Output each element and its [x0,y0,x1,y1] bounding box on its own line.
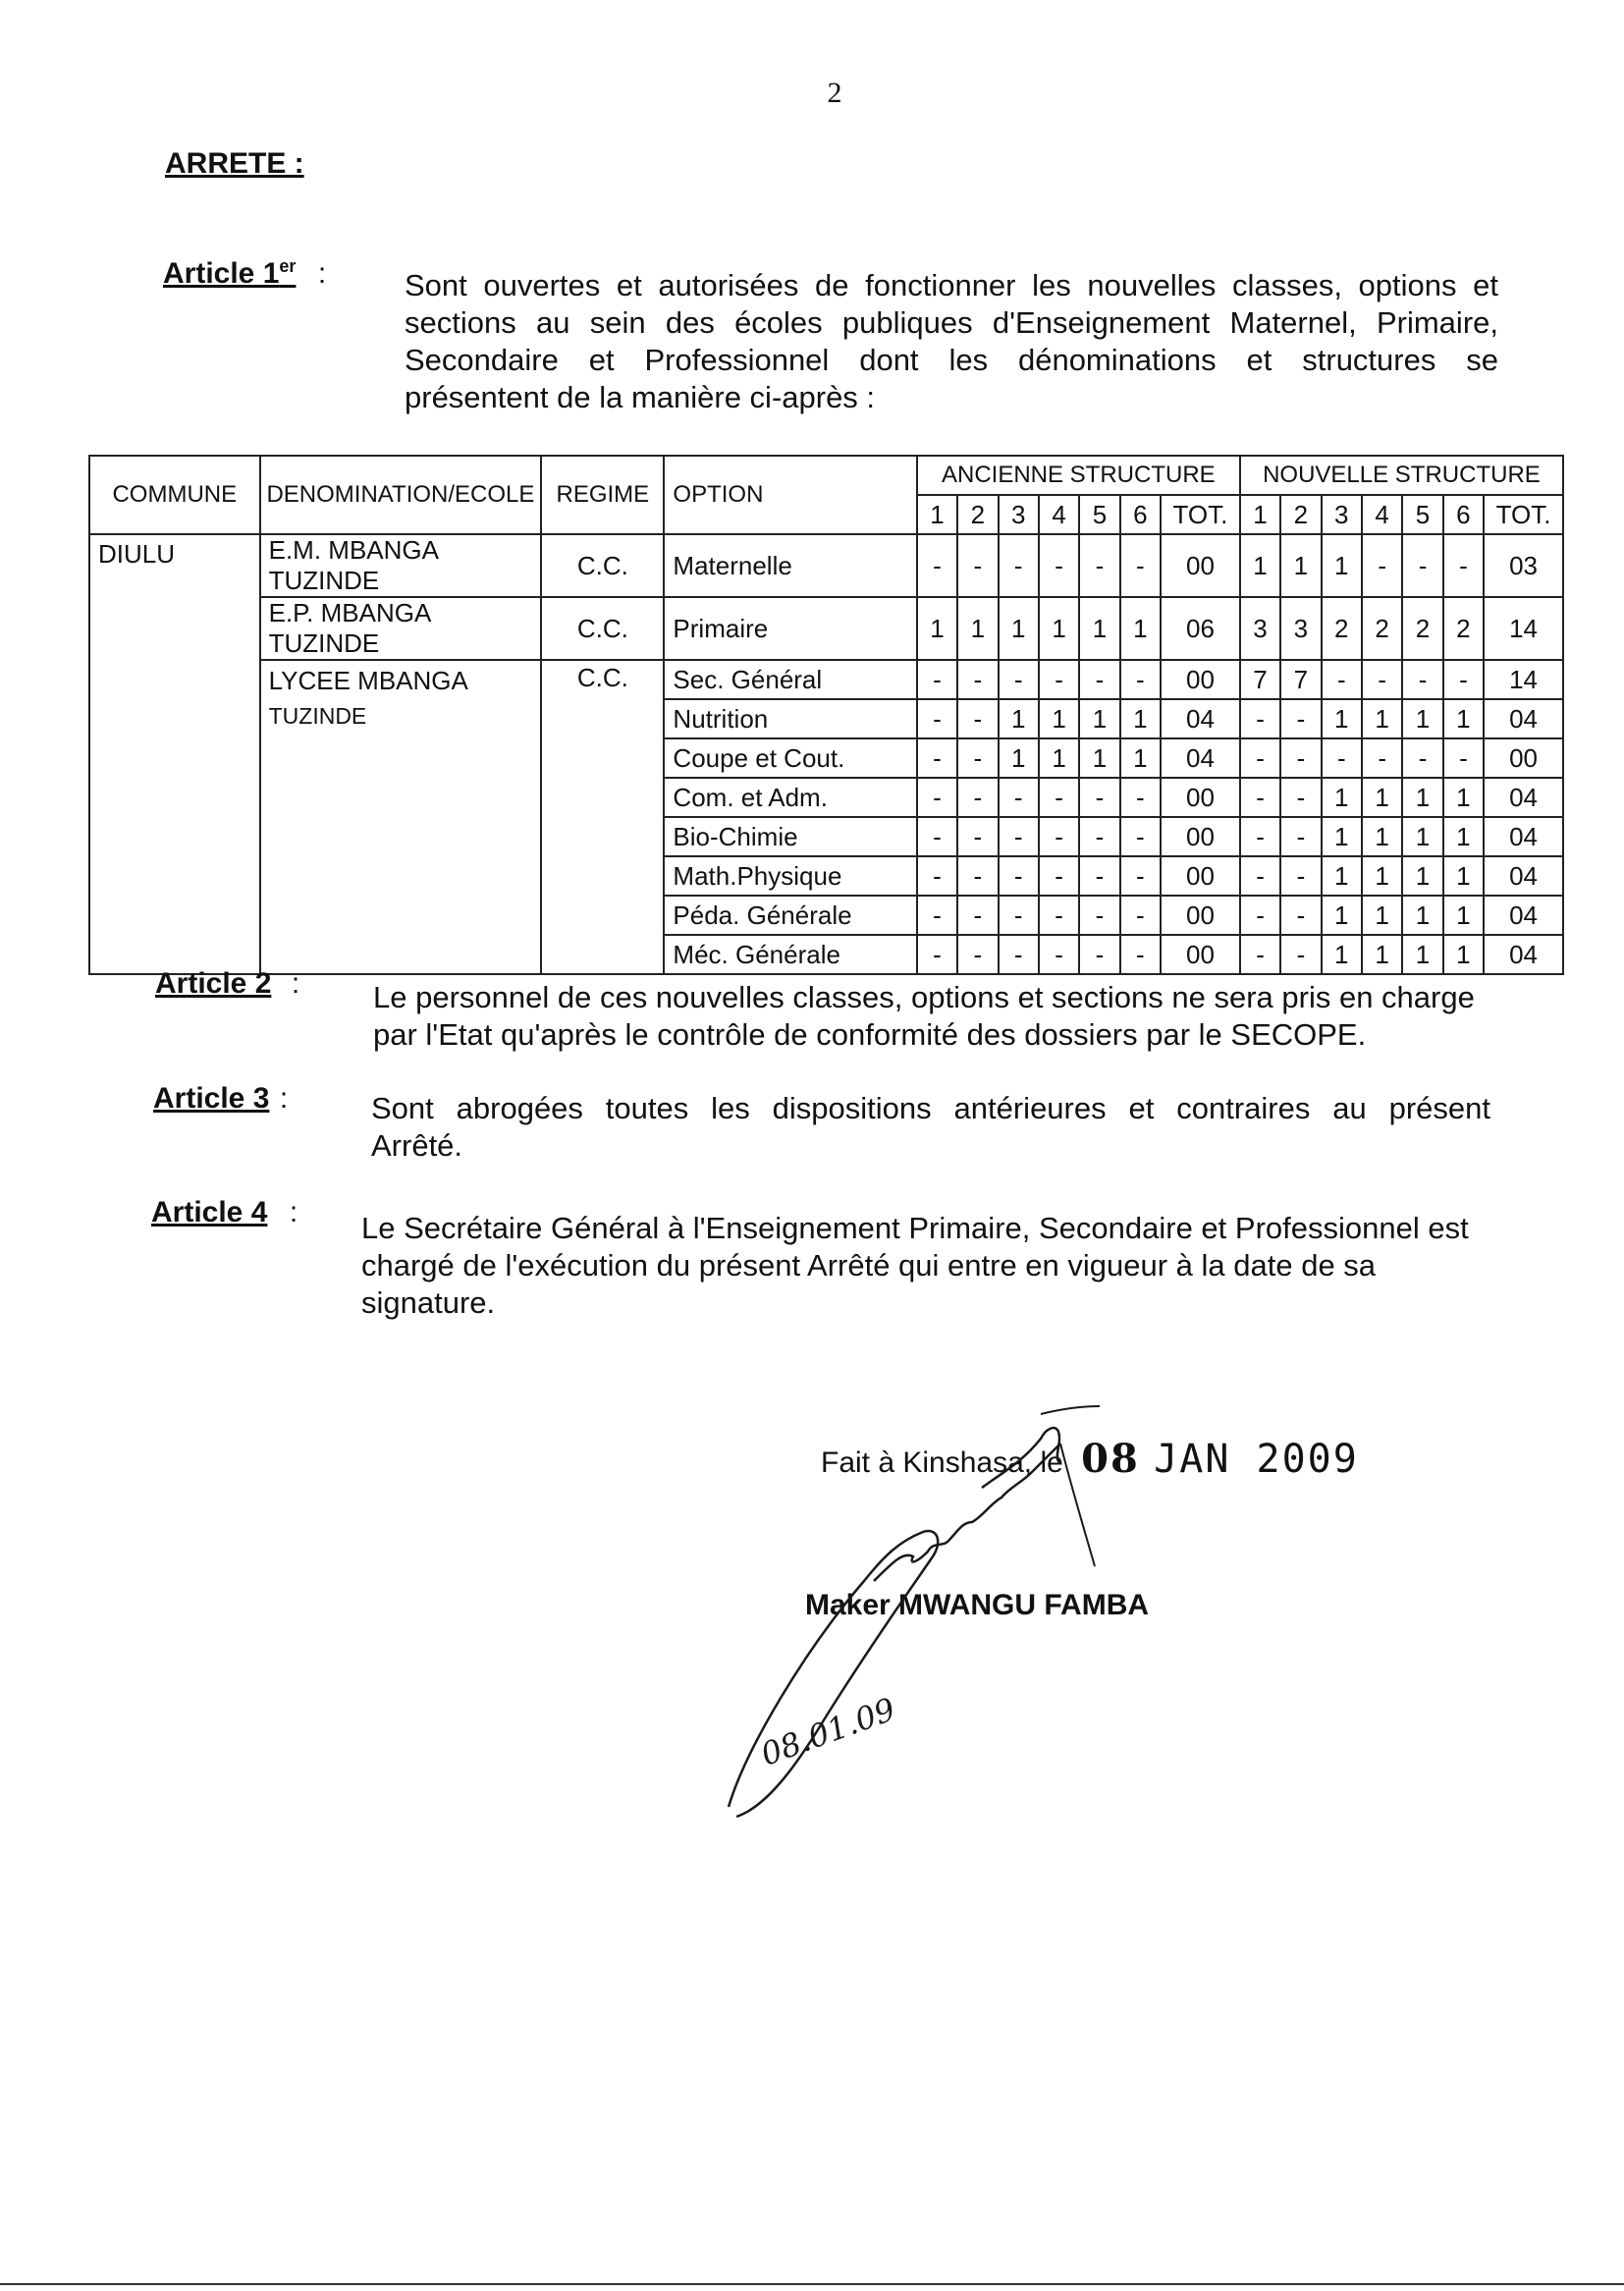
option-cell: Bio-Chimie [664,817,916,856]
col-header: 4 [1362,495,1402,534]
option-cell: Math.Physique [664,856,916,896]
nouvelle-total: 03 [1484,534,1563,597]
place-prefix: Fait à Kinshasa, le [821,1446,1063,1479]
ancienne-cell: - [957,856,998,896]
nouvelle-cell: - [1443,660,1484,699]
school-regime: C.C. [541,597,664,660]
nouvelle-cell: - [1362,738,1402,778]
nouvelle-cell: 1 [1402,856,1442,896]
nouvelle-cell: 1 [1443,935,1484,974]
signature-stroke [982,1428,1060,1488]
col-header: 2 [957,495,998,534]
article-3-text [371,1090,1490,1165]
col-header: 6 [1443,495,1484,534]
nouvelle-cell: 1 [1322,699,1362,738]
article-3-line: Arrêté. [371,1128,463,1163]
article-2-colon: : [291,967,300,1000]
nouvelle-total: 04 [1484,935,1563,974]
ancienne-total: 00 [1161,778,1240,817]
ancienne-cell: 1 [999,699,1039,738]
article-2-line: par l'Etat qu'après le contrôle de conformité des dossiers par le SECOPE. [373,1017,1367,1052]
ancienne-cell: - [1039,534,1079,597]
nouvelle-cell: - [1240,817,1280,856]
scan-bottom-edge [0,2283,1624,2285]
nouvelle-cell: 1 [1280,534,1321,597]
article-3-colon: : [279,1082,289,1115]
ancienne-cell: 1 [1039,597,1079,660]
ancienne-cell: - [1079,778,1119,817]
ancienne-cell: 1 [1120,597,1161,660]
article-2-label-wrap [155,967,299,1001]
ancienne-total: 04 [1161,699,1240,738]
col-header: 5 [1402,495,1442,534]
nouvelle-cell: 7 [1280,660,1321,699]
nouvelle-cell: 1 [1240,534,1280,597]
nouvelle-cell: 3 [1280,597,1321,660]
ancienne-cell: 1 [1120,738,1161,778]
handwritten-signature [707,1394,1218,1836]
ancienne-total: 06 [1161,597,1240,660]
nouvelle-total: 04 [1484,817,1563,856]
handwritten-date: 08.01.09 [756,1690,900,1773]
signature-stroke [1060,1444,1095,1566]
ancienne-cell: - [1120,534,1161,597]
col-header: 2 [1280,495,1321,534]
header-ancienne-structure: ANCIENNE STRUCTURE [917,456,1240,495]
nouvelle-cell: 1 [1362,856,1402,896]
ancienne-cell: - [917,738,957,778]
nouvelle-total: 04 [1484,699,1563,738]
ancienne-cell: - [917,660,957,699]
ancienne-cell: - [917,896,957,935]
nouvelle-cell: - [1362,660,1402,699]
nouvelle-cell: 1 [1443,896,1484,935]
article-1-line: Secondaire et Professionnel dont les dénominations et structures se [405,343,1498,377]
nouvelle-cell: - [1443,534,1484,597]
article-4-line: chargé de l'exécution du présent Arrêté qui entre en vigueur à la date de sa [361,1248,1377,1282]
signature-stroke [729,1531,938,1817]
ancienne-cell: - [957,896,998,935]
ancienne-total: 00 [1161,896,1240,935]
ancienne-cell: - [917,699,957,738]
commune-cell: DIULU [89,534,260,974]
table-row [89,597,1563,660]
ancienne-cell: - [1079,817,1119,856]
nouvelle-cell: - [1240,856,1280,896]
option-cell: Nutrition [664,699,916,738]
ancienne-total: 00 [1161,660,1240,699]
col-header: 5 [1079,495,1119,534]
nouvelle-cell: 1 [1322,778,1362,817]
article-4-label: Article 4 [151,1196,268,1228]
ancienne-total: 04 [1161,738,1240,778]
ancienne-cell: - [1120,660,1161,699]
ancienne-cell: - [917,817,957,856]
article-4-line: Le Secrétaire Général à l'Enseignement Primaire, Secondaire et Professionnel est [361,1211,1469,1245]
option-cell: Méc. Générale [664,935,916,974]
ancienne-cell: 1 [1079,597,1119,660]
option-cell: Coupe et Cout. [664,738,916,778]
ancienne-cell: - [957,699,998,738]
nouvelle-cell: - [1280,856,1321,896]
ancienne-total: 00 [1161,856,1240,896]
nouvelle-cell: 1 [1322,896,1362,935]
col-header: 4 [1039,495,1079,534]
nouvelle-cell: 1 [1362,896,1402,935]
article-4-text [361,1210,1490,1322]
ancienne-total: 00 [1161,935,1240,974]
nouvelle-cell: - [1240,896,1280,935]
nouvelle-cell: 1 [1322,856,1362,896]
table-row [89,534,1563,597]
ancienne-cell: - [1120,935,1161,974]
col-header: 3 [1322,495,1362,534]
article-2-label: Article 2 [155,967,272,1000]
ancienne-cell: - [1079,660,1119,699]
ancienne-cell: - [917,778,957,817]
option-cell: Sec. Général [664,660,916,699]
ancienne-total: 00 [1161,817,1240,856]
ancienne-cell: - [957,935,998,974]
nouvelle-cell: 1 [1362,778,1402,817]
ancienne-cell: 1 [1039,738,1079,778]
ancienne-cell: - [917,856,957,896]
nouvelle-cell: 2 [1322,597,1362,660]
ancienne-cell: - [999,534,1039,597]
nouvelle-cell: 1 [1443,778,1484,817]
article-1-line: Sont ouvertes et autorisées de fonctionner les nouvelles classes, options et [405,268,1498,302]
col-header: 6 [1120,495,1161,534]
ancienne-cell: - [1079,935,1119,974]
ancienne-cell: - [917,935,957,974]
article-4-line: signature. [361,1285,496,1320]
nouvelle-total: 14 [1484,660,1563,699]
nouvelle-cell: - [1280,738,1321,778]
ancienne-total: 00 [1161,534,1240,597]
ancienne-cell: - [1079,856,1119,896]
ancienne-cell: - [1120,896,1161,935]
nouvelle-cell: - [1240,699,1280,738]
col-header: 1 [917,495,957,534]
nouvelle-total: 04 [1484,856,1563,896]
school-regime: C.C. [541,660,664,974]
nouvelle-total: 04 [1484,896,1563,935]
ancienne-cell: - [1120,817,1161,856]
header-regime: REGIME [541,456,664,534]
option-cell: Maternelle [664,534,916,597]
option-cell: Péda. Générale [664,896,916,935]
school-name [260,660,542,974]
nouvelle-cell: - [1280,935,1321,974]
ancienne-cell: - [999,817,1039,856]
nouvelle-total: 04 [1484,778,1563,817]
col-header: 3 [999,495,1039,534]
signature-stroke [874,1444,1060,1581]
school-regime: C.C. [541,534,664,597]
nouvelle-cell: 2 [1402,597,1442,660]
nouvelle-cell: 1 [1443,699,1484,738]
nouvelle-cell: - [1402,738,1442,778]
nouvelle-cell: 2 [1443,597,1484,660]
nouvelle-total: 14 [1484,597,1563,660]
ancienne-cell: - [1120,856,1161,896]
ancienne-cell: - [1039,817,1079,856]
date-stamp-day: 08 [1081,1436,1140,1482]
option-cell: Primaire [664,597,916,660]
header-nouvelle-structure: NOUVELLE STRUCTURE [1240,456,1563,495]
ancienne-cell: - [1079,534,1119,597]
ancienne-cell: - [1039,856,1079,896]
ancienne-cell: - [957,660,998,699]
article-4-colon: : [289,1196,298,1228]
nouvelle-cell: 1 [1322,817,1362,856]
nouvelle-cell: 1 [1322,534,1362,597]
ancienne-cell: - [1039,778,1079,817]
article-1-label: Article 1er [163,256,297,290]
nouvelle-cell: 1 [1362,699,1402,738]
ancienne-cell: - [999,856,1039,896]
nouvelle-cell: - [1362,534,1402,597]
nouvelle-cell: 1 [1322,935,1362,974]
article-1-text [405,267,1498,416]
ancienne-cell: - [1079,896,1119,935]
school-name: E.P. MBANGA TUZINDE [260,597,542,660]
nouvelle-cell: 2 [1362,597,1402,660]
nouvelle-cell: - [1280,896,1321,935]
nouvelle-cell: 7 [1240,660,1280,699]
nouvelle-cell: - [1240,778,1280,817]
ancienne-cell: - [957,817,998,856]
option-cell: Com. et Adm. [664,778,916,817]
col-header-total: TOT. [1161,495,1240,534]
ancienne-cell: - [999,660,1039,699]
table-header-row [89,456,1563,495]
ancienne-cell: - [957,738,998,778]
article-3-line: Sont abrogées toutes les dispositions antérieures et contraires au présent [371,1091,1490,1125]
date-stamp-month-year: JAN 2009 [1154,1437,1359,1482]
article-2-line: Le personnel de ces nouvelles classes, options et sections ne sera pris en charge [373,980,1475,1014]
ancienne-cell: - [1039,660,1079,699]
nouvelle-total: 00 [1484,738,1563,778]
ancienne-cell: - [999,896,1039,935]
nouvelle-cell: - [1402,534,1442,597]
school-name: E.M. MBANGA TUZINDE [260,534,542,597]
school-name-line: LYCEE MBANGA [268,666,468,695]
header-denomination: DENOMINATION/ECOLE [260,456,542,534]
nouvelle-cell: - [1280,699,1321,738]
signer-name: Maker MWANGU FAMBA [805,1589,1150,1621]
ancienne-cell: - [999,935,1039,974]
nouvelle-cell: - [1240,935,1280,974]
article-2-text [373,979,1492,1054]
nouvelle-cell: 1 [1402,699,1442,738]
ancienne-cell: 1 [999,738,1039,778]
arrete-heading: ARRETE : [165,147,304,180]
nouvelle-cell: 3 [1240,597,1280,660]
nouvelle-cell: - [1443,738,1484,778]
ancienne-cell: - [1120,778,1161,817]
nouvelle-cell: 1 [1443,817,1484,856]
nouvelle-cell: 1 [1402,896,1442,935]
nouvelle-cell: - [1240,738,1280,778]
ancienne-cell: - [999,778,1039,817]
col-header-total: TOT. [1484,495,1563,534]
nouvelle-cell: - [1402,660,1442,699]
nouvelle-cell: 1 [1402,935,1442,974]
ancienne-cell: - [917,534,957,597]
nouvelle-cell: 1 [1362,817,1402,856]
article-1-line: présentent de la manière ci-après : [405,380,876,414]
signature-stroke [1041,1406,1100,1414]
article-3-label: Article 3 [153,1082,270,1115]
ancienne-cell: 1 [1079,738,1119,778]
ancienne-cell: 1 [917,597,957,660]
ancienne-cell: - [1039,935,1079,974]
nouvelle-cell: - [1322,660,1362,699]
article-3-label-wrap [153,1082,288,1116]
page-number: 2 [827,77,842,109]
nouvelle-cell: 1 [1443,856,1484,896]
ancienne-cell: - [1039,896,1079,935]
article-1-colon: : [317,257,327,290]
nouvelle-cell: 1 [1402,778,1442,817]
ancienne-cell: - [957,778,998,817]
table-row [89,660,1563,699]
header-commune: COMMUNE [89,456,260,534]
ancienne-cell: 1 [999,597,1039,660]
ancienne-cell: 1 [1039,699,1079,738]
col-header: 1 [1240,495,1280,534]
article-1-label-wrap [163,257,326,291]
article-4-label-wrap [151,1196,298,1229]
nouvelle-cell: - [1280,778,1321,817]
nouvelle-cell: - [1322,738,1362,778]
ancienne-cell: 1 [1079,699,1119,738]
nouvelle-cell: - [1280,817,1321,856]
structure-table [88,455,1564,975]
ancienne-cell: - [957,534,998,597]
ancienne-cell: 1 [957,597,998,660]
ancienne-cell: 1 [1120,699,1161,738]
nouvelle-cell: 1 [1362,935,1402,974]
school-name-line: TUZINDE [268,703,367,729]
article-1-line: sections au sein des écoles publiques d'Enseignement Maternel, Primaire, [405,305,1498,340]
nouvelle-cell: 1 [1402,817,1442,856]
header-option: OPTION [664,456,916,534]
